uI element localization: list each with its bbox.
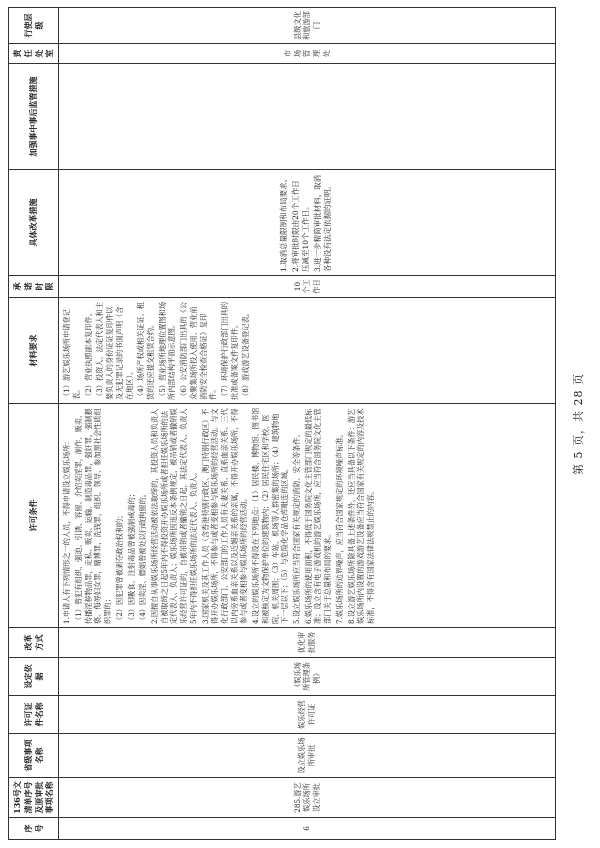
condition-line: 2.因擅自从事娱乐场所经营活动被依法取缔的，其投资人员和负责人自被取缔之日起5年内不得投资开办娱乐场所或者担任娱乐场所的法定代表人、负责人；娱乐场所因违反本条例规定，被吊销或者撤销娱乐经营许可证的，自被吊销或者撤销之日起，其法定代表人、负责人5年内不得担任娱乐场所的法定代表人、负责人。 [149, 408, 198, 624]
condition-line: 3.国家机关及其工作人员（含香港特别行政区、澳门特别行政区）不得开办娱乐场所，不得参与或者变相参与娱乐场所的经营活动。与文化行政部门、公安部门的工作人员有夫妻关系、直系血亲关系、三代以内旁系血亲关系以及近姻亲关系的亲属，不得开办娱乐场所，不得参与或者变相参与娱乐场所的经营活动。 [200, 408, 249, 624]
page-footer: 第 5 页，共 28 页 [572, 373, 585, 475]
reform-line: 3.进一步精简审批材料，取消各种没有法定依据的证明。 [313, 174, 333, 272]
reform-table [8, 7, 556, 840]
cell-dept: 市场管理处 [59, 44, 556, 64]
condition-line: （3）因吸食、注射毒品曾被强制戒毒的； [126, 490, 136, 624]
material-line: （6）公安消防部门出具的《公众聚集场所投入使用、营业前消防安全检查合格证》复印件。 [179, 301, 218, 400]
cell-seq: 6 [59, 818, 556, 840]
cell-conditions [59, 404, 556, 628]
reform-line: 1.取消总量限制和布局要求。 [278, 174, 288, 272]
cell-supervision [59, 64, 556, 170]
material-line: （2）营业执照副本复印件。 [83, 309, 93, 400]
cell-item: 设立娱乐场所审批 [59, 734, 556, 778]
material-line: （3）投资人、法定代表人和主要负责人的身份证证复印件以及无犯罪记录的书面声明（含在地区）。 [95, 301, 134, 400]
header-item: 省级事项名称 [9, 734, 59, 778]
material-line: （1）游艺娱乐场所申请登记表。 [62, 309, 81, 400]
condition-line: 8.设立游艺娱乐场所除具备上述条件外，还应当具备以下条件：游艺娱乐场所内设置的游戏游艺设备应当符合国家有关规定的内容及技术标准，不得含有国家法律法规禁止的内容。 [346, 408, 376, 624]
material-line: （7）环境保护行政部门出具的批准或备案文件复印件。 [219, 301, 239, 400]
header-dept: 责任处室 [9, 44, 59, 64]
header-orig-item: 136号文清单序号及原审批事项名称 [9, 778, 59, 818]
condition-line: （2）因犯罪曾被剥夺政治权利的； [114, 511, 124, 624]
cell-level: 县级文化和旅游部门 [59, 8, 556, 44]
cell-permit-name: 娱乐经营许可证 [59, 696, 556, 734]
cell-time-limit: 10个工作日 [59, 276, 556, 298]
cell-materials [59, 298, 556, 404]
material-line: （8）游戏游艺设备登记表。 [241, 309, 251, 400]
condition-line: 7.娱乐场所的边界噪声，应当符合国家规定的环境噪声标准。 [334, 430, 344, 624]
table-row [59, 8, 556, 840]
header-conditions: 许可条件 [9, 404, 59, 628]
condition-line: （4）因卖淫、嫖娼曾被处以行政拘留的。 [138, 490, 148, 624]
condition-line: 6.娱乐场所的使用面积，不得低于国务院文化主管部门规定的最低标准；设立含有电子游戏机的游艺娱乐场所，应当符合国务院文化主管部门关于总量和布局的要求。 [303, 408, 333, 624]
header-reform: 具体改革措施 [9, 170, 59, 276]
condition-line: 5.设立娱乐场所应当符合国家有关规定的消防、安全等条件。 [292, 430, 301, 624]
header-row [9, 8, 59, 840]
header-seq: 序号 [9, 818, 59, 840]
header-materials: 材料要求 [9, 298, 59, 404]
header-method: 改革方式 [9, 628, 59, 658]
condition-line: 4.设立的娱乐场所不得设在下列地点：（1）居民楼、博物馆、图书馆和被核定为文物保护单位的建筑物内；（2）居民住宅区和学校、医院、机关周围；（3）车站、机场等人群密集的场所；（4）建筑物地下一层以下；（5）与危险化学品仓库毗连的区域。 [251, 407, 290, 624]
material-line: （5）营业场所地理位置图和场所内部结构平面示意图。 [157, 301, 177, 400]
reform-line: 2.将审批时限由20个工作日压减至10个工作日。 [290, 180, 311, 272]
header-level: 行使层级 [9, 8, 59, 44]
header-supervision: 加强事中事后监管措施 [9, 64, 59, 170]
condition-line: 1.申请人有下列情形之一的人员，不得申请设立娱乐场所： [62, 437, 72, 624]
cell-orig-item: 285.游艺娱乐场所设立审批 [59, 778, 556, 818]
header-permit-name: 许可证件名称 [9, 696, 59, 734]
condition-line: （1）曾犯有组织、强迫、引诱、容留、介绍卖淫罪，制作、贩卖、传播淫秽物品罪，走私、贩卖、运输、制造毒品罪，强奸罪，强制猥亵、侮辱妇女罪，赌博罪，洗钱罪，组织、领导、参加黑社会性质组织罪的； [73, 408, 113, 624]
material-line: （4）场所产权或相关证证、租赁的还应提交租赁合约。 [136, 301, 155, 400]
cell-basis: 《娱乐场所管理条例》 [59, 658, 556, 696]
header-basis: 设定依据 [9, 658, 59, 696]
header-time-limit: 承诺时限 [9, 276, 59, 298]
cell-reform [59, 170, 556, 276]
cell-method: 优化审批服务 [59, 628, 556, 658]
